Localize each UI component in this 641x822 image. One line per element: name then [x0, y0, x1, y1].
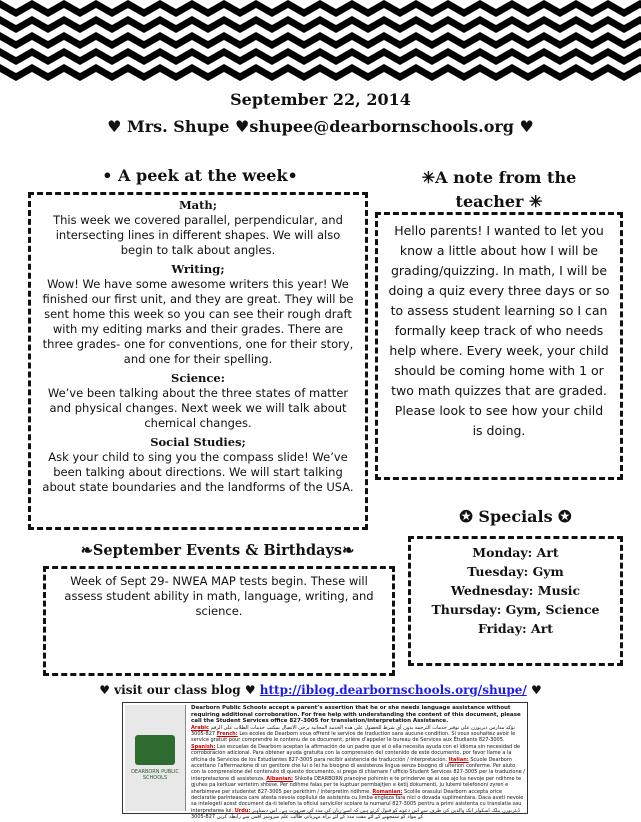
chevron-stripe [0, 4, 641, 13]
social-studies-text: Ask your child to sing you the compass slide! We’ve been talking about directions. We will start talking about state boundaries and the landforms of the USA. [42, 450, 354, 494]
special-wednesday: Wednesday: Music [450, 583, 581, 598]
math-heading: Math; [178, 198, 218, 212]
notice-text [191, 705, 525, 821]
notice-body [191, 725, 525, 821]
chevron-stripe [0, 68, 641, 77]
heart-icon: ♥ [513, 117, 534, 136]
special-thursday: Thursday: Gym, Science [431, 602, 600, 617]
chevron-stripe [0, 36, 641, 45]
teacher-name: ♥ Mrs. Shupe ♥ [107, 117, 250, 136]
urdu-text: ڈیئربورن پبلک اسکولز ایک والدین کی طرف سے اس دعوے کو قبول کرتے ہیں کہ اسے زبان کی مدد کی ضرورت ہے۔ اس دستاویز کے مواد کو سمجھنے کے لئے مفت مدد کے لئے براہ مہربانی طالب علم سروسز آفس سے رابطہ کریں 827-3005 [191, 807, 520, 821]
note-title-line1: ✳A note from the [421, 168, 577, 187]
arabic-label: Arabic [191, 724, 209, 731]
italian-text: Scuole Dearborn accettano l’affermazione di un genitore che lui o lei ha bisogno di assistenza lingua senza bisogno di ulteriori conferme. Per aiuto con la comprensione del contenuto di questo documento, si prega di chiamare l’ufficio Student Services 827-3005 per la traduzione / interpretazione di assistenza. [191, 756, 525, 782]
math-text: This week we covered parallel, perpendicular, and intersecting lines in different shapes. We will also begin to talk about angles. [53, 213, 343, 257]
spanish-text: Las escuelas de Dearborn aceptan la afirmación de un padre que el o ella necesita ayuda con el idioma sin necesidad de corroboración adicional. Para obtener ayuda gratuita con la comprensión del contenido de este documento, por favor llame a la oficina de Servicios de los Estudiantes 827-3005 para recibir asistencia de traducción / interpretación. [191, 743, 521, 763]
blog-line [0, 683, 641, 697]
blog-prefix: ♥ visit our class blog ♥ [99, 683, 260, 697]
science-heading: Science: [171, 371, 225, 385]
italian-label: Italian: [448, 756, 469, 763]
social-studies-heading: Social Studies; [150, 435, 246, 449]
romanian-text: Scolile orasului Dearborn accepta orice declaratie parinteasca care atesta nevoia copilului de asistenta cu limba engleza fara nici o dovada suplimentara. Daca aveti nevoie sa intelegeti acest document da-ti telefon la oficiul servicilor scolare la numarul 827-3005 pentru a primi asistenta cu translatia sau interpretarea lui. [191, 788, 524, 814]
blog-link[interactable]: http://iblog.dearbornschools.org/shupe/ [259, 683, 527, 697]
teacher-email[interactable]: shupee@dearbornschools.org [249, 117, 514, 136]
note-title [375, 166, 623, 214]
peek-title: • A peek at the week• [102, 166, 298, 185]
teacher-line [0, 117, 641, 136]
chevron-stripe [0, 52, 641, 61]
notice-heading: Dearborn Public Schools accept a parent’s assertion that he or she needs language assistance without requiring additional corroboration. For free help with understanding the content of this document, please call the Student Services office 827-3005 for translation/interpretation Assistance. [191, 705, 521, 724]
writing-heading: Writing; [171, 262, 225, 276]
district-logo [125, 705, 186, 811]
urdu-label: Urdu: [234, 807, 251, 814]
romanian-label: Romanian: [372, 788, 403, 795]
writing-text: Wow! We have some awesome writers this year! We finished our first unit, and they are great. They will be sent home this week so you can see their rough draft with my editing marks and their grades. There are three grades- one for conventions, one for their story, and one for their spelling. [42, 277, 354, 366]
chevron-stripe [0, 20, 641, 29]
note-box [375, 212, 623, 480]
albanian-label: Albanian: [266, 775, 294, 782]
special-friday: Friday: Art [477, 621, 554, 636]
newsletter-date: September 22, 2014 [230, 90, 411, 109]
albanian-text: Shkolla DEARBORN pranojne pohimin e te prinderve qe ai ose ajo ka nevoje per ndihme te gjuhes pa kerkuar vertetim shtese. Per ndihme falas per te kuptuar permbajtjen e ketij dokumenti, ju lutemi telefononi zyren e sherbimeve per studentet 827-3005 per perkthim / interpretim ndihme. [191, 775, 522, 795]
events-text: Week of Sept 29- NWEA MAP tests begin. These will assess student ability in math, language, writing, and science. [64, 574, 374, 618]
special-monday: Monday: Art [472, 545, 559, 560]
heart-icon: ♥ [526, 683, 542, 697]
events-title: ❧September Events & Birthdays❧ [80, 542, 355, 559]
translation-notice [122, 702, 528, 821]
science-text: We’ve been talking about the three states of matter and physical changes. Next week we will talk about chemical changes. [47, 386, 349, 430]
events-box [43, 566, 395, 676]
arabic-text: تؤكد مدارس ديربورن على توفير خدمات الترجمة بدون أي شرط للحصول على هذه الخدمة المجانية يرجى الاتصال بمكتب خدمات الطلاب على الرقم 827-3005 [191, 724, 515, 737]
logo-icon [135, 735, 175, 765]
specials-title: ✪ Specials ✪ [459, 507, 572, 526]
note-title-line2: teacher ✳ [455, 192, 543, 211]
spanish-label: Spanish: [191, 743, 216, 750]
french-text: Les écoles de Dearborn vous offrent le service de traduction sans aucune condition. Si vous souhaitez avoir le service gratuit pour comprendre le contenu de ce document, prière d’appeler le bureau de Services aux Étudiants 827-3005. [191, 730, 516, 744]
logo-text: DEARBORN PUBLIC SCHOOLS [131, 768, 179, 781]
note-text: Hello parents! I wanted to let you know a little about how I will be grading/quizzing. In math, I will be doing a quiz every three days or so to assess student learning so I can formally keep track of who needs help where. Every week, your child should be coming home with 1 or two math quizzes that are graded. Please look to see how your child is doing. [388, 223, 610, 438]
chevron-border [0, 0, 641, 85]
special-tuesday: Tuesday: Gym [467, 564, 564, 579]
peek-box [28, 192, 368, 530]
french-label: French: [216, 730, 238, 737]
specials-box [408, 536, 623, 666]
